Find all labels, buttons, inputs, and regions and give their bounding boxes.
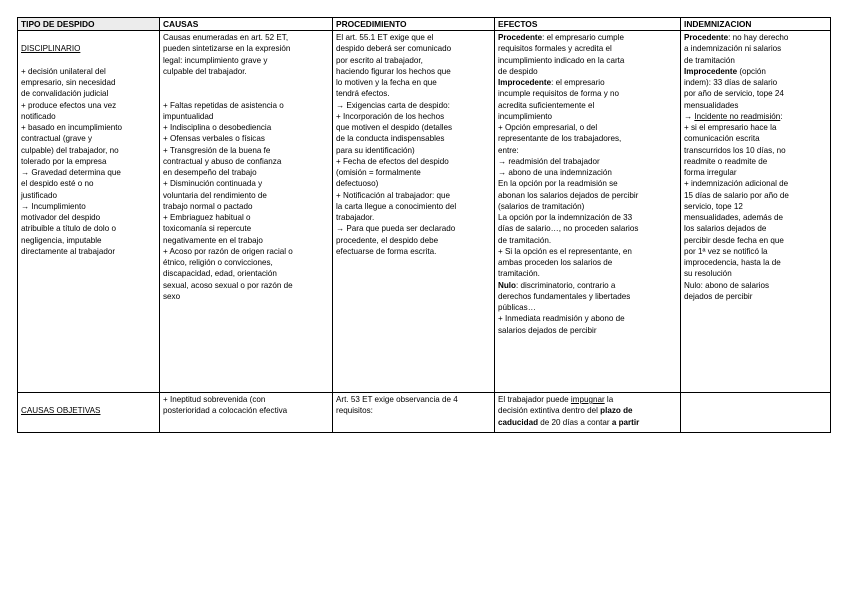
text-line: + Acoso por razón de origen racial o <box>163 246 293 256</box>
text-line: defectuoso) <box>336 179 379 189</box>
text-line: + indemnización adicional de <box>684 179 789 189</box>
text-line: sexual, acoso sexual o por razón de <box>163 280 293 290</box>
indem-procedente-label: Procedente <box>684 33 729 42</box>
text-line: → abono de una indemnización <box>498 168 612 177</box>
text-line: + Ineptitud sobrevenida (con <box>163 395 266 404</box>
cell-procedimiento-disciplinario <box>333 31 495 393</box>
indem-procedente-lines <box>684 43 828 66</box>
efectos-nulo-lines <box>498 291 678 336</box>
text-line: abonan los salarios dejados de percibir <box>498 190 639 200</box>
text-line: voluntaria del rendimiento de <box>163 190 267 200</box>
text-line: despido deberá ser comunicado <box>336 44 452 54</box>
text-line: culpable) del trabajador, no <box>21 145 119 155</box>
text-line: (omisión = formalmente <box>336 168 421 177</box>
efectos-nulo-label: Nulo <box>498 280 516 290</box>
text-line: servicio, tope 12 <box>684 201 743 211</box>
text-line: incumplimiento <box>498 111 552 121</box>
header-causas: CAUSAS <box>160 18 333 31</box>
text-line: acredita suficientemente el <box>498 100 595 110</box>
causas-items <box>163 100 330 303</box>
text-line: + Embriaguez habitual o <box>163 213 251 222</box>
despido-table <box>17 17 831 433</box>
text-line: + Ofensas verbales o físicas <box>163 134 265 144</box>
caducidad-word: caducidad <box>498 417 539 427</box>
text-line: trabajo normal o pactado <box>163 201 253 211</box>
text-line: de tramitación. <box>498 235 552 245</box>
text-line: + Notificación al trabajador: que <box>336 190 451 200</box>
apartir-word: a partir <box>611 417 640 427</box>
text-line: + si el empresario hace la <box>684 123 777 132</box>
header-indemnizacion: INDEMNIZACION <box>681 18 831 31</box>
text-line: impuntualidad <box>163 111 214 121</box>
text-line: → Para que pueda ser declarado <box>336 224 456 234</box>
text-line: por año de servicio, tope 24 <box>684 89 784 99</box>
text-line: → readmisión del trabajador <box>498 156 600 166</box>
text-line: → Exigencias carta de despido: <box>336 100 450 110</box>
text-line: Art. 53 ET exige observancia de 4 <box>336 395 458 404</box>
cell-tipo-disciplinario <box>18 31 160 393</box>
text-line: (salarios de tramitación) <box>498 201 585 211</box>
text-line: + Incorporación de los hechos <box>336 111 445 121</box>
text-line: de convalidación judicial <box>21 89 109 99</box>
row-disciplinario <box>18 31 831 393</box>
text-line: + Transgresión de la buena fe <box>163 145 271 155</box>
text-line: notificado <box>21 111 56 121</box>
text-line: + basado en incumplimiento <box>21 123 123 132</box>
objetivas-causas-lines <box>163 394 330 417</box>
text-line: discapacidad, edad, orientación <box>163 269 277 279</box>
text-line: directamente al trabajador <box>21 246 116 256</box>
cell-efectos-objetivas <box>495 393 681 433</box>
text-line: representante de los trabajadores, <box>498 134 622 144</box>
efectos-procedente-label: Procedente <box>498 33 543 42</box>
text-line: a indemnización ni salarios <box>684 44 782 54</box>
text-line: negligencia, imputable <box>21 235 102 245</box>
text-line: empresario, sin necesidad <box>21 78 116 87</box>
row-objetivas <box>18 393 831 433</box>
text-line: toxicomanía si repercute <box>163 224 252 234</box>
text-line: atribuible a título de dolo o <box>21 224 116 234</box>
text-line: + Si la opción es el representante, en <box>498 246 632 256</box>
efectos-improcedente-text: : el empresario <box>551 78 605 87</box>
text-line: + produce efectos una vez <box>21 100 117 110</box>
text-line: lo motiven y la fecha en que <box>336 78 437 87</box>
text-line: + Inmediata readmisión y abono de <box>498 314 625 324</box>
header-tipo: TIPO DE DESPIDO <box>18 18 160 31</box>
text-line: mensualidades, además de <box>684 213 783 222</box>
text-line: + Fecha de efectos del despido <box>336 156 449 166</box>
impugnar-post: la <box>604 395 614 404</box>
text-line: negativamente en el trabajo <box>163 235 263 245</box>
text-line: haciendo figurar los hechos que <box>336 66 451 76</box>
text-line: forma irregular <box>684 168 737 177</box>
impugnar-word: impugnar <box>570 395 605 404</box>
text-line: mensualidades <box>684 100 739 110</box>
text-line: requisitos: <box>336 406 373 416</box>
efectos-procedente-text: : el empresario cumple <box>542 33 624 42</box>
indem-procedente-text: : no hay derecho <box>728 33 789 42</box>
text-line: + Opción empresarial, o del <box>498 123 598 132</box>
text-line: tramitación. <box>498 269 540 279</box>
text-line: de despido <box>498 66 538 76</box>
text-line: ambas proceden los salarios de <box>498 258 613 267</box>
caducidad-mid: de 20 días a contar <box>538 417 612 427</box>
text-line: Causas enumeradas en art. 52 ET, <box>163 33 289 42</box>
text-line: culpable del trabajador. <box>163 66 247 76</box>
text-line: de la conducta indispensables <box>336 134 445 144</box>
text-line: procedente, el despido debe <box>336 235 439 245</box>
text-line: legal: incumplimiento grave y <box>163 55 268 65</box>
cell-indemnizacion-disciplinario <box>681 31 831 393</box>
header-efectos: EFECTOS <box>495 18 681 31</box>
text-line: tolerado por la empresa <box>21 156 107 166</box>
text-line: La opción por la indemnización de 33 <box>498 213 633 222</box>
cell-causas-objetivas <box>160 393 333 433</box>
indem-lines <box>684 122 828 302</box>
text-line: improcedencia, hasta la de <box>684 258 781 267</box>
text-line: + Disminución continuada y <box>163 179 263 189</box>
text-line: sexo <box>163 291 181 301</box>
text-line: que motiven el despido (detalles <box>336 123 453 132</box>
text-line: pueden sintetizarse en la expresión <box>163 44 291 54</box>
text-line: públicas… <box>498 303 536 312</box>
plazo-word: plazo de <box>600 406 633 416</box>
text-line: su resolución <box>684 269 732 279</box>
text-line: + Faltas repetidas de asistencia o <box>163 100 284 110</box>
text-line: El art. 55.1 ET exige que el <box>336 33 434 42</box>
text-line: indem): 33 días de salario <box>684 78 778 87</box>
text-line: étnico, religión o convicciones, <box>163 258 273 267</box>
tipo-title-disciplinario: DISCIPLINARIO <box>21 44 81 54</box>
text-line: Nulo: abono de salarios <box>684 280 770 290</box>
tipo-lines <box>21 66 157 257</box>
indem-improcedente-lines <box>684 77 828 111</box>
text-line: contractual (grave y <box>21 134 93 144</box>
text-line: percibir desde fecha en que <box>684 235 784 245</box>
text-line: por escrito al trabajador, <box>336 55 423 65</box>
text-line: motivador del despido <box>21 213 101 222</box>
text-line: de tramitación <box>684 55 735 65</box>
incidente-arrow: → <box>684 111 695 121</box>
cell-indemnizacion-objetivas <box>681 393 831 433</box>
header-row <box>18 18 831 31</box>
text-line: → Incumplimiento <box>21 201 86 211</box>
header-procedimiento: PROCEDIMIENTO <box>333 18 495 31</box>
text-line: En la opción por la readmisión se <box>498 179 618 189</box>
cell-procedimiento-objetivas <box>333 393 495 433</box>
efectos-lines <box>498 88 678 279</box>
text-line: salarios dejados de percibir <box>498 325 597 335</box>
text-line: el despido esté o no <box>21 179 94 189</box>
text-line: en desempeño del trabajo <box>163 168 257 177</box>
text-line: contractual y abuso de confianza <box>163 156 282 166</box>
text-line: + decisión unilateral del <box>21 66 106 76</box>
indem-improcedente-text: (opción <box>737 66 766 76</box>
indem-improcedente-label: Improcedente <box>684 66 738 76</box>
text-line: los salarios dejados de <box>684 224 767 234</box>
text-line: la carta llegue a conocimiento del <box>336 201 457 211</box>
procedimiento-lines <box>336 32 492 257</box>
text-line: entre: <box>498 145 519 155</box>
tipo-title-objetivas: CAUSAS OBJETIVAS <box>21 406 101 416</box>
incidente-colon: : <box>780 111 783 121</box>
text-line: → Gravedad determina que <box>21 168 121 177</box>
text-line: efectuarse de forma escrita. <box>336 246 437 256</box>
text-line: posterioridad a colocación efectiva <box>163 406 288 416</box>
cell-efectos-disciplinario <box>495 31 681 393</box>
text-line: días de salario…, no proceden salarios <box>498 224 639 234</box>
objetivas-procedimiento-lines <box>336 394 492 417</box>
text-line: transcurridos los 10 días, no <box>684 145 786 155</box>
efectos-nulo-text: : discriminatorio, contrario a <box>515 280 616 290</box>
text-line: readmite o readmite de <box>684 156 768 166</box>
cell-causas-disciplinario <box>160 31 333 393</box>
efectos-procedente-lines <box>498 43 678 77</box>
text-line: trabajador. <box>336 213 375 222</box>
text-line: dejados de percibir <box>684 291 753 301</box>
text-line: + Indisciplina o desobediencia <box>163 123 272 132</box>
incidente-label: Incidente no readmisión <box>694 111 781 121</box>
causas-intro <box>163 32 330 77</box>
text-line: comunicación escrita <box>684 134 760 144</box>
impugnar-pre: El trabajador puede <box>498 395 571 404</box>
cell-tipo-objetivas <box>18 393 160 433</box>
text-line: por 1ª vez se notificó la <box>684 246 768 256</box>
plazo-pre: decisión extintiva dentro del <box>498 406 601 416</box>
text-line: 15 días de salario por año de <box>684 190 789 200</box>
text-line: incumple requisitos de forma y no <box>498 89 620 99</box>
text-line: justificado <box>21 190 57 200</box>
text-line: tendrá efectos. <box>336 89 390 99</box>
text-line: para su identificación) <box>336 145 415 155</box>
efectos-improcedente-label: Improcedente <box>498 78 552 87</box>
text-line: derechos fundamentales y libertades <box>498 291 631 301</box>
text-line: incumplimiento indicado en la carta <box>498 55 625 65</box>
text-line: requisitos formales y acredita el <box>498 44 612 54</box>
